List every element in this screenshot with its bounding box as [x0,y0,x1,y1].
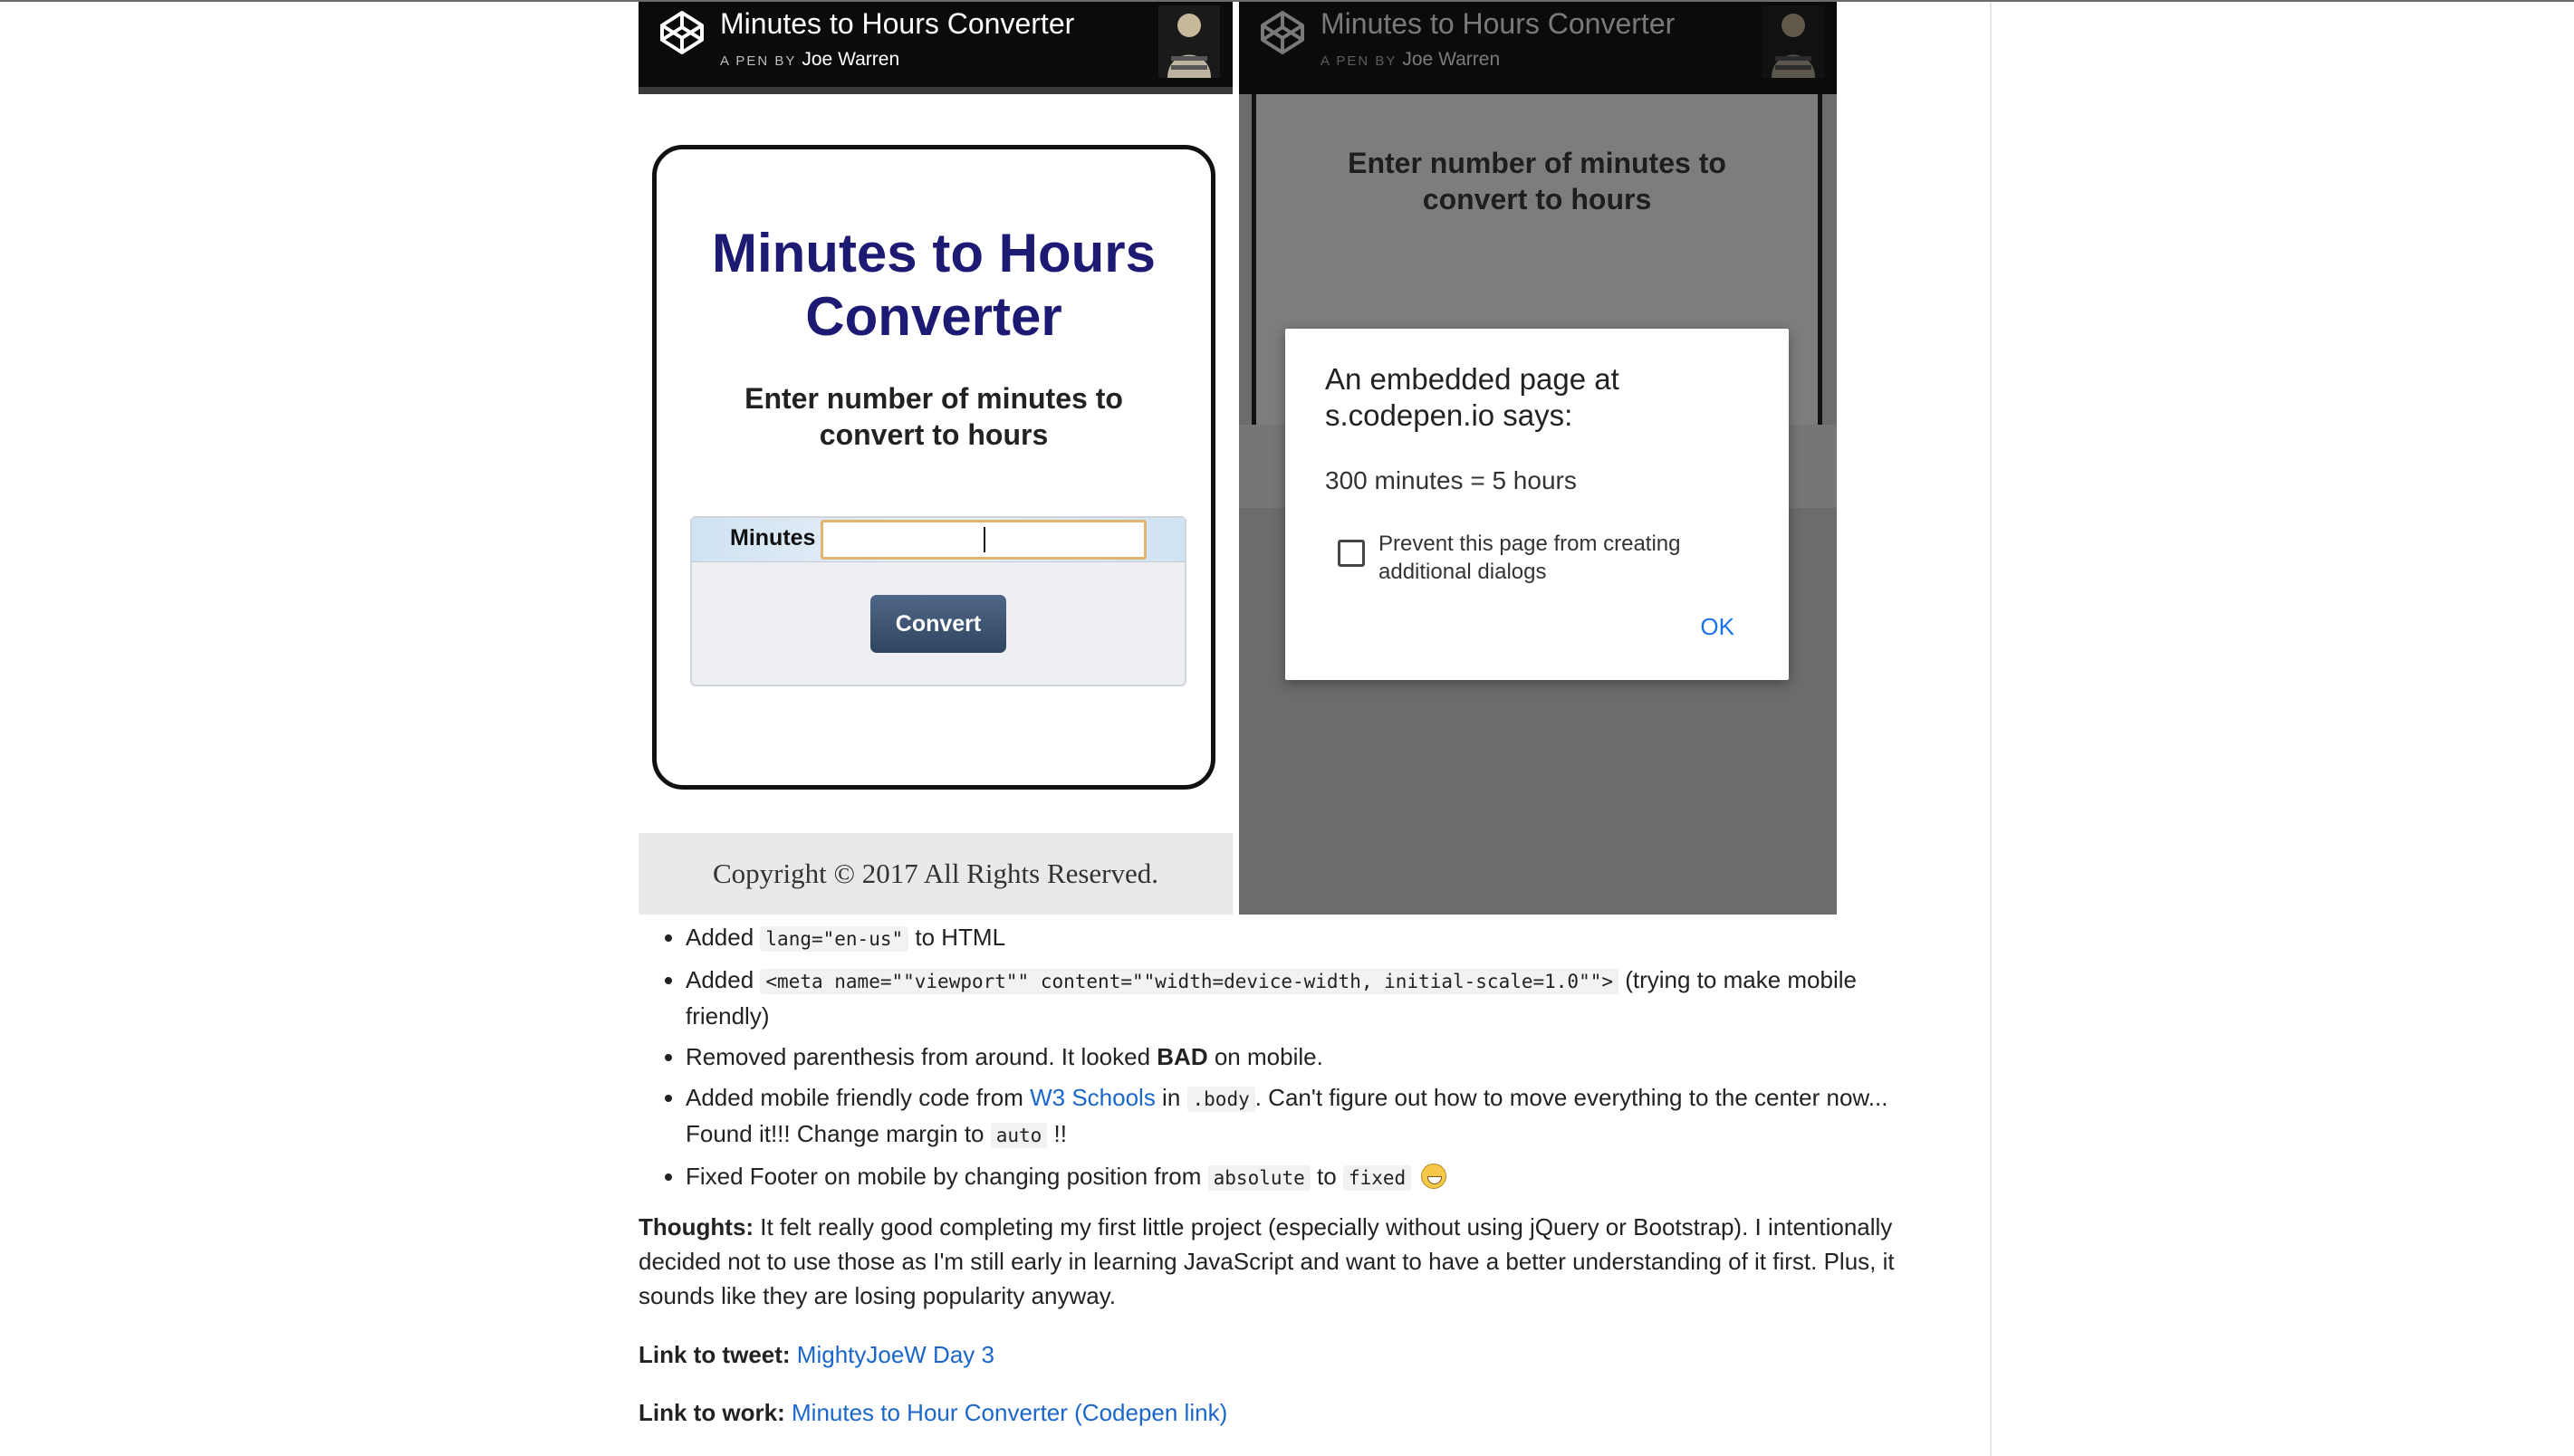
thoughts-label: Thoughts: [639,1213,754,1240]
codepen-screenshot-left [639,2,1233,915]
inline-code: .body [1187,1087,1255,1112]
inline-code: absolute [1208,1165,1311,1191]
author-avatar-icon[interactable] [1158,5,1220,78]
header-underbar [639,87,1233,94]
minutes-label: Minutes [730,525,816,551]
converter-instruction: Enter number of minutes to convert to hours [744,382,1123,451]
dimmed-page-body [1239,94,1837,915]
codepen-header-dimmed [1239,2,1837,94]
list-item: • Added mobile friendly code from W3 Schools in .body . Can't figure out how to move everything to the center now... Found it!!! Change margin to auto !! [686,1080,1925,1153]
pen-title: Minutes to Hours Converter [1321,7,1676,40]
convert-button[interactable]: Convert [870,595,1006,653]
alert-dialog [1285,329,1789,680]
tweet-link-paragraph [639,1337,1925,1372]
inline-code: auto [991,1123,1048,1148]
list-item: • Removed parenthesis from around. It looked BAD on mobile. [686,1039,1925,1074]
text-caret [984,527,985,552]
prevent-dialogs-checkbox[interactable] [1338,540,1365,567]
dialog-ok-button[interactable]: OK [1700,613,1734,640]
converter-heading: Minutes to Hours Converter [712,223,1156,347]
dialog-message: 300 minutes = 5 hours [1325,466,1577,494]
tweet-link[interactable]: MightyJoeW Day 3 [796,1341,994,1368]
codepen-logo-icon [658,9,706,56]
thoughts-text: It felt really good completing my first little project (especially without using jQuery or Bootstrap). I intentionally decided not to use those as I'm still early in learning JavaScript and want to have a better understanding of it first. Plus, it sounds like they are losing popularity anyway. [639,1213,1895,1309]
prevent-dialogs-label[interactable]: Prevent this page from creating additional dialogs [1378,532,1681,584]
changes-section [639,920,1925,1202]
list-item: • Fixed Footer on mobile by changing position from absolute to fixed [686,1159,1925,1195]
form-input-row [692,518,1185,562]
codepen-screenshot-right [1239,2,1837,915]
tweet-label: Link to tweet: [639,1341,791,1368]
inline-code: lang="en-us" [760,926,908,952]
pen-by-prefix: A PEN BY [720,53,797,69]
list-item: • Added lang="en-us" to HTML [686,920,1925,956]
pen-byline [720,49,899,71]
changes-list [639,920,1925,1195]
grinning-face-icon [1421,1164,1446,1189]
inline-code: fixed [1343,1165,1411,1191]
inline-code: <meta name=""viewport"" content=""width=device-width, initial-scale=1.0""> [760,969,1618,994]
work-label: Link to work: [639,1399,785,1426]
w3schools-link[interactable]: W3 Schools [1030,1084,1156,1111]
converter-card [652,145,1215,790]
pen-author[interactable]: Joe Warren [802,49,900,70]
work-link[interactable]: Minutes to Hour Converter (Codepen link) [792,1399,1228,1426]
pen-by-prefix: A PEN BY [1321,53,1397,69]
converter-form [690,516,1186,686]
dialog-title: An embedded page at s.codepen.io says: [1325,362,1619,432]
bold-text: BAD [1157,1043,1208,1070]
pen-author: Joe Warren [1402,49,1501,70]
codepen-header [639,2,1233,94]
pen-title[interactable]: Minutes to Hours Converter [720,7,1075,40]
pen-byline [1321,49,1500,71]
dimmed-instruction: Enter number of minutes to convert to hours [1348,147,1726,216]
right-divider [1990,2,1992,1456]
codepen-logo-icon [1259,9,1306,56]
thoughts-paragraph [639,1210,1925,1313]
author-avatar-icon [1762,5,1824,78]
list-item: • Added <meta name=""viewport"" content=""width=device-width, initial-scale=1.0""> (trying to make mobile friendly) [686,963,1925,1033]
work-link-paragraph [639,1395,1925,1430]
app-footer: Copyright © 2017 All Rights Reserved. [639,833,1233,915]
